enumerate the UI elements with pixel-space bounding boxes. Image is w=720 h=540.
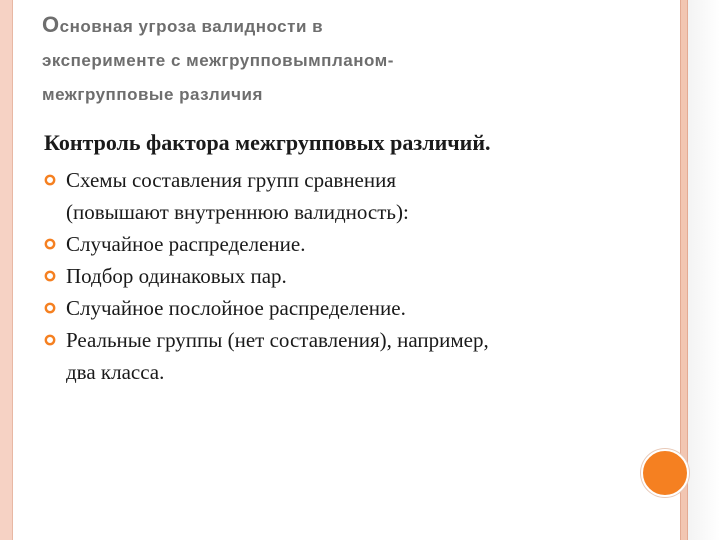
orange-circle-bullet-icon: [44, 270, 56, 282]
title-line-1-text: сновная угроза валидности в: [59, 17, 324, 36]
orange-circle-bullet-icon: [44, 334, 56, 346]
title-line-1: [42, 8, 642, 44]
title-line-2: эксперименте с межгрупповымпланом-: [42, 51, 394, 70]
left-border-stripe: [0, 0, 13, 540]
bullet-list: [44, 164, 664, 388]
orange-circle-bullet-icon: [44, 302, 56, 314]
content-heading: Контроль фактора межгрупповых различий.: [44, 130, 491, 155]
title-capital-letter: О: [42, 12, 60, 37]
right-shadow: [688, 0, 720, 540]
bullet-item: [44, 228, 664, 260]
orange-circle-icon: [641, 449, 689, 497]
orange-circle-bullet-icon: [44, 238, 56, 250]
bullet-item: [44, 164, 664, 228]
bullet-item: [44, 292, 664, 324]
bullet-text-line-1: Реальные группы (нет составления), например,: [66, 328, 489, 352]
bullet-item: [44, 324, 664, 388]
bullet-item: [44, 260, 664, 292]
bullet-text-line-2: (повышают внутреннюю валидность):: [66, 200, 409, 224]
bullet-text-line-1: Схемы составления групп сравнения: [66, 168, 397, 192]
slide-title: [42, 8, 642, 112]
title-line-3: межгрупповые различия: [42, 85, 263, 104]
bullet-text-line-1: Случайное распределение.: [66, 232, 306, 256]
bullet-text-line-1: Случайное послойное распределение.: [66, 296, 406, 320]
bullet-text-line-1: Подбор одинаковых пар.: [66, 264, 287, 288]
orange-circle-bullet-icon: [44, 174, 56, 186]
bullet-text-line-2: два класса.: [66, 360, 165, 384]
